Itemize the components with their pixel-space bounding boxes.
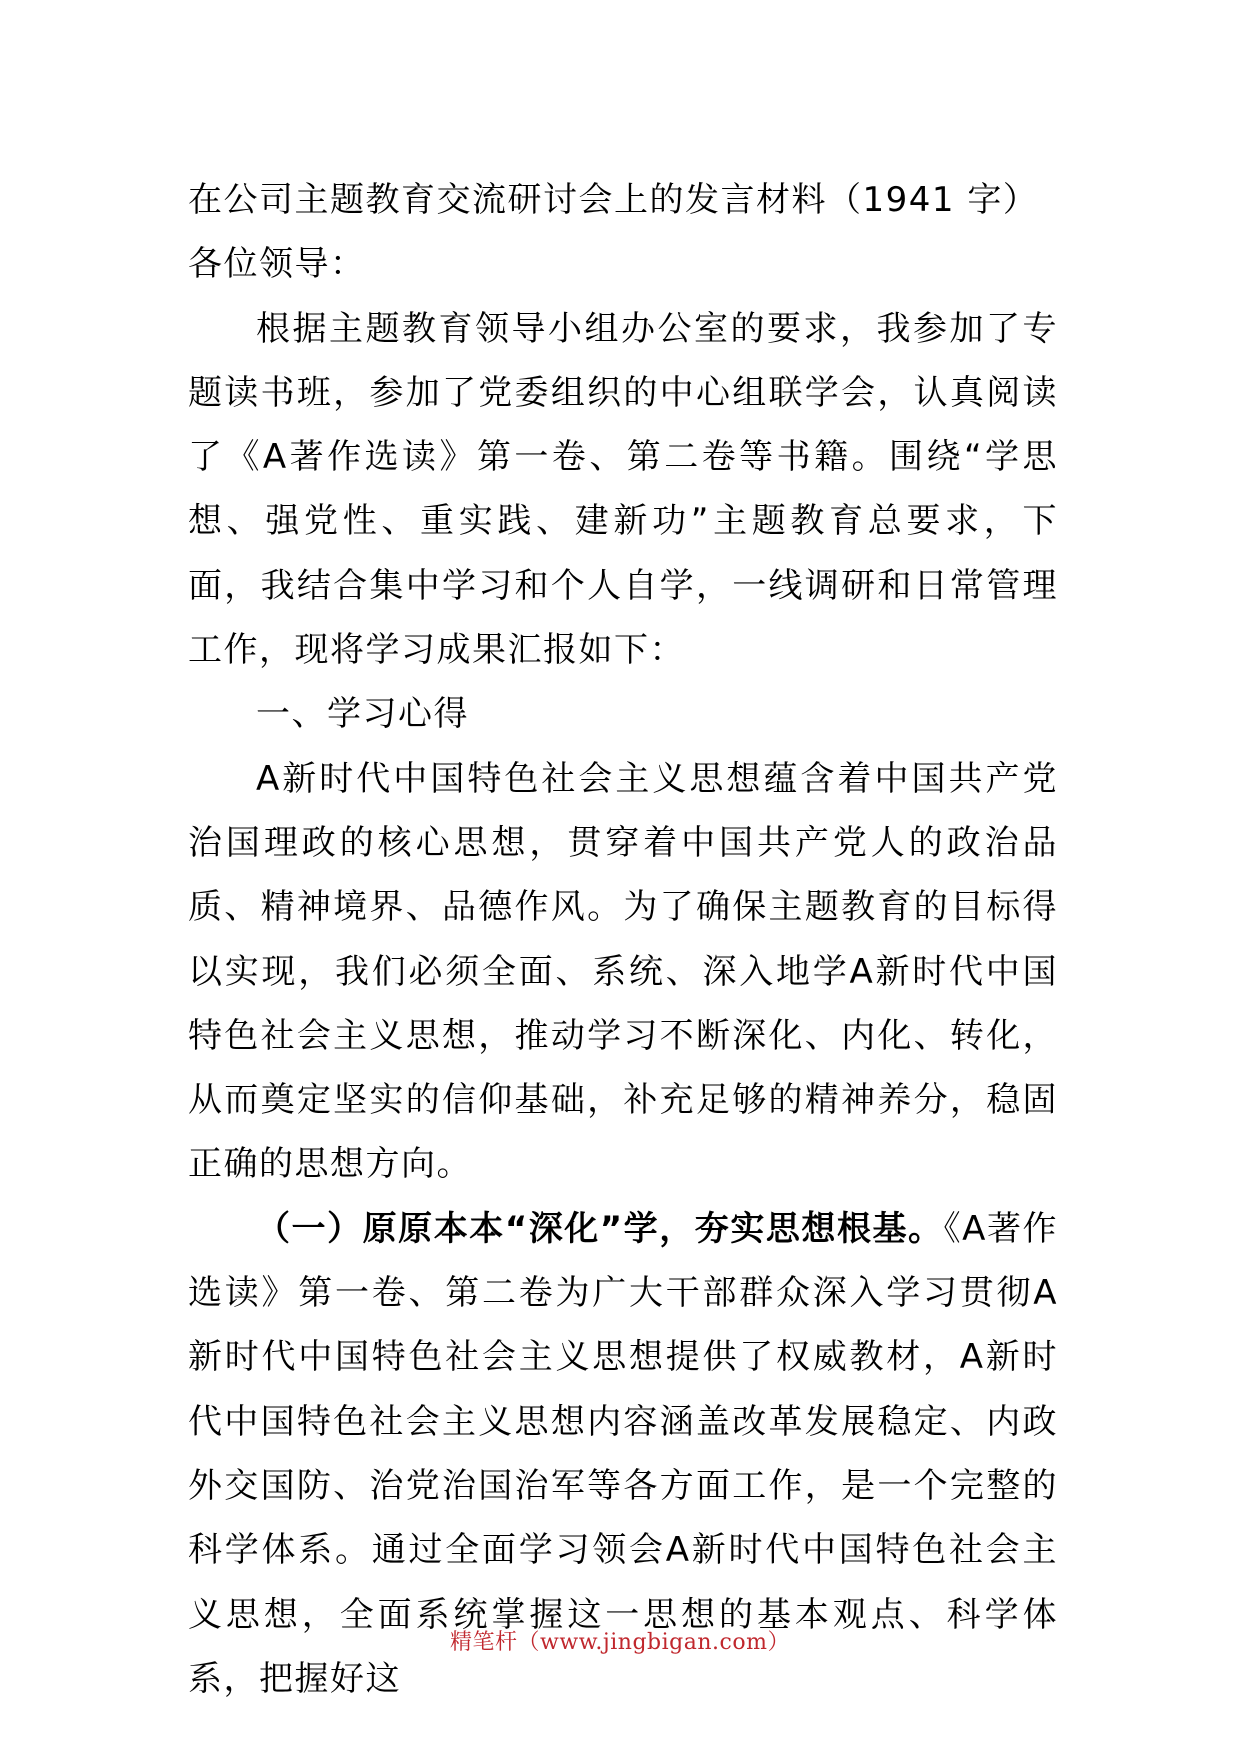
subsection-text: 《A著作选读》第一卷、第二卷为广大干部群众深入学习贯彻A新时代中国特色社会主义思想提供了权威教材，A新时代中国特色社会主义思想内容涵盖改革发展稳定、内政外交国防、治党治国治军等各方面工作，是一个完整的科学体系。通过全面学习领会A新时代中国特色社会主义思想，全面系统掌握这一思想的基本观点、科学体系，把握好这: [188, 1208, 1058, 1699]
intro-paragraph: 根据主题教育领导小组办公室的要求，我参加了专题读书班，参加了党委组织的中心组联学会，认真阅读了《A著作选读》第一卷、第二卷等书籍。围绕“学思想、强党性、重实践、建新功”主题教育总要求，下面，我结合集中学习和个人自学，一线调研和日常管理工作，现将学习成果汇报如下：: [188, 308, 1058, 671]
salutation: 各位领导：: [188, 244, 366, 285]
section-paragraph: A新时代中国特色社会主义思想蕴含着中国共产党治国理政的核心思想，贯穿着中国共产党人的政治品质、精神境界、品德作风。为了确保主题教育的目标得以实现，我们必须全面、系统、深入地学A新时代中国特色社会主义思想，推动学习不断深化、内化、转化，从而奠定坚实的信仰基础，补充足够的精神养分，稳固正确的思想方向。: [188, 758, 1058, 1185]
document-title: 在公司主题教育交流研讨会上的发言材料（1941 字）: [188, 180, 1039, 220]
section-heading: 一、学习心得: [256, 694, 469, 735]
document-body: [188, 168, 1058, 1711]
footer-watermark: 精笔杆（www.jingbigan.com）: [450, 1630, 790, 1655]
subsection-heading: （一）原原本本“深化”学，夯实思想根基。: [256, 1208, 944, 1249]
